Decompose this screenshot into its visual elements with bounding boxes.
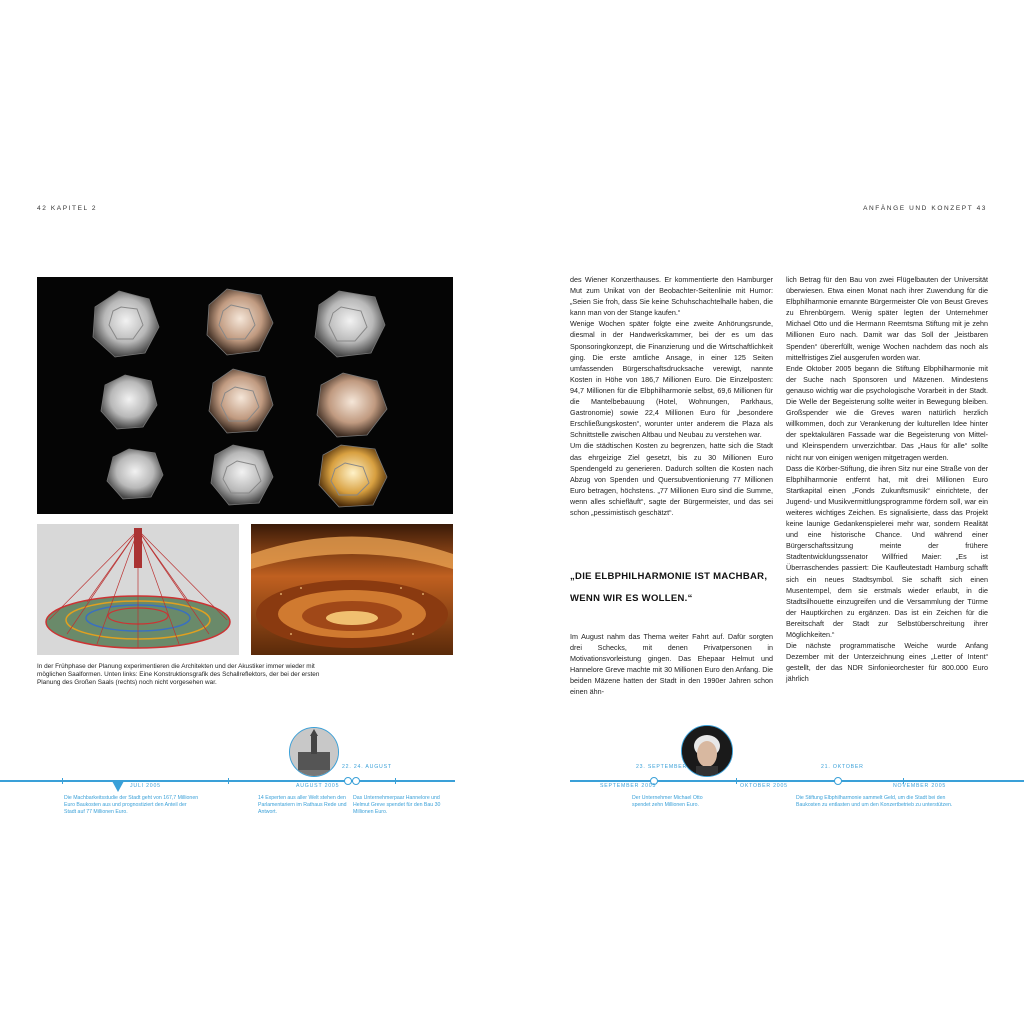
photo-caption: In der Frühphase der Planung experimentieren die Architekten und der Akustiker immer wieder mit möglichen Saalformen. Unten links: Eine Konstruktionsgrafik des Schallreflektors, der bei der ersten Planung des Großen Saals (rechts) noch nicht vorgesehen war. bbox=[37, 663, 320, 687]
page-header-left: 42 KAPITEL 2 bbox=[37, 205, 98, 212]
timeline-note: Die Machbarkeitsstudie der Stadt geht von 167,7 Millionen Euro Baukosten aus und prognostiziert den Anteil der Stadt auf 77 Millionen Euro. bbox=[64, 795, 199, 815]
paragraph: Um die städtischen Kosten zu begrenzen, hatte sich die Stadt das ehrgeizige Ziel gesetzt, bis zu 30 Millionen Euro Spendengeld zu generieren. Dadurch sollten die Kosten nach Abzug von Spenden und Quersubventionierung 77 Millionen Euro betragen, höchstens. „77 Millionen Euro sind die Summe, wenn alles schiefläuft“, sagte der Bürgermeister, und das sei schon „pessimistisch geschätzt“. bbox=[570, 441, 773, 517]
paragraph: des Wiener Konzerthauses. Er kommentierte den Hamburger Mut zum Unikat von der Beobachter-Seitenlinie mit Humor: „Seien Sie froh, dass Sie keine Schuhschachtelhalle haben, die kann man von der Stange kaufen.“ bbox=[570, 275, 773, 318]
great-hall-rendering bbox=[251, 524, 453, 655]
page-header-right: ANFÄNGE UND KONZEPT 43 bbox=[863, 205, 987, 212]
timeline-month: AUGUST 2005 bbox=[296, 783, 340, 789]
paragraph: lich Betrag für den Bau von zwei Flügelbauten der Universität überwiesen. Etwa einen Monat nach ihrer Zuwendung für die Elbphilharmonie ernannte Bürgermeister Ole von Beust Greves zu Ehrenbürgern. Wenig später legten der Unternehmer Michael Otto und die Hermann Reemtsma Stiftung mit je zehn Millionen Euro nach. Damit war das Soll der „leistbaren Spenden“ übererfüllt, wenige Wochen nachdem das noch als mittelfristiges Ziel ausgerufen worden war. bbox=[786, 275, 988, 362]
model-grid-photo bbox=[37, 277, 453, 514]
paragraph: Die nächste programmatische Weiche wurde Anfang Dezember mit der Unterzeichnung eines „Letter of Intent“ gestellt, der das NDR Sinfonieorchester für 800.000 Euro jährlich bbox=[786, 641, 988, 684]
paragraph: Wenige Wochen später folgte eine zweite Anhörungsrunde, diesmal in der Handwerkskammer, bei der es um das Sponsoringkonzept, die Finanzierung und die Wirtschaftlichkeit ging. Die erste amtliche Ansage, in einer 125 Seiten umfassenden Bürgerschaftsdrucksache verewigt, nannte Kosten in Höhe von 186,7 Millionen Euro. Die Einzelposten: 94,7 Millionen für die Elbphilharmonie selbst, 69,6 Millionen für die Mantelbebauung (Hotel, Wohnungen, Parkhaus, Gastronomie) sowie 22,4 Millionen Euro für „besondere Erschließungskosten“, worunter unter anderem die Plaza als Schnittstelle zwischen Altbau und Neubau zu verstehen war. bbox=[570, 319, 773, 440]
timeline-dot-icon bbox=[352, 777, 360, 785]
paragraph: Im August nahm das Thema weiter Fahrt auf. Dafür sorgten drei Schecks, mit denen Privatpersonen in Motivationsvorleistung gingen. Das Ehepaar Helmut und Hannelore Greve machte mit 30 Millionen Euro den Anfang. Die beiden Mäzene hatten der Stadt in den 1990er Jahren schon einen ähn- bbox=[570, 632, 773, 697]
timeline-month: NOVEMBER 2005 bbox=[893, 783, 947, 789]
timeline-month: JULI 2005 bbox=[130, 783, 161, 789]
timeline-date: 22. 24. AUGUST bbox=[342, 764, 392, 770]
person-portrait bbox=[681, 725, 733, 777]
timeline-note: Die Stiftung Elbphilharmonie sammelt Geld, um die Stadt bei den Baukosten zu entlasten und um den Konzertbetrieb zu unterstützen. bbox=[796, 795, 953, 808]
paragraph: Ende Oktober 2005 begann die Stiftung Elbphilharmonie mit der Suche nach Sponsoren und Mäzenen. Mindestens genauso wichtig war die psychologische Vorarbeit in der Stadt. Die Welle der Begeisterung sollte weiter in Bewegung bleiben. Großspender wie die Greves waren natürlich herzlich willkommen, doch zur Verankerung der kulturellen Idee hinter der spektakulären Fassade war die Begeisterung von Mittel- und Kleinspendern unverzichtbar. Das „Haus für alle“ sollte nicht nur von einigen wenigen mitgetragen werden. bbox=[786, 363, 988, 462]
timeline-line-right bbox=[570, 780, 1024, 782]
paragraph: Dass die Körber-Stiftung, die ihren Sitz nur eine Straße von der Elbphilharmonie entfernt hat, mit drei Millionen Euro Startkapital einen „Fonds Zukunftsmusik“ einrichtete, der Jugend- und Musikvermittlungsprogramme fördern soll, war ein weiteres wichtiges Zeichen. Es signalisierte, dass das Projekt keine launige Gedankenspielerei mehr war, sondern Realität und eine historische Chance. Und während einer Bürgerschaftssitzung meinte der frühere Stadtentwicklungssenator Willfried Maier: „Es ist Überraschendes passiert: Die Kaufleutestadt Hamburg schafft sich ein neues Stadtsymbol. Sie schafft sich einen Musentempel, dem sie erstmals wieder erlaubt, in die Stadtsilhouette einzugreifen und die Versammlung der Türme der Hauptkirchen zu ergänzen. Das ist ein Zeichen für die Bereitschaft der Stadt zur Selbstüberschreitung ihrer Möglichkeiten.“ bbox=[786, 463, 988, 639]
timeline-date: 23. SEPTEMBER bbox=[636, 764, 688, 770]
timeline-date: 21. OKTOBER bbox=[821, 764, 864, 770]
timeline-month: OKTOBER 2005 bbox=[740, 783, 788, 789]
timeline-tick bbox=[736, 778, 737, 784]
timeline-tick bbox=[228, 778, 229, 784]
timeline-dot-icon bbox=[834, 777, 842, 785]
reflector-construction-graphic bbox=[37, 524, 239, 655]
timeline-marker-icon bbox=[112, 781, 124, 792]
text-column-1 bbox=[570, 274, 773, 518]
timeline-dot-icon bbox=[344, 777, 352, 785]
timeline-tick bbox=[62, 778, 63, 784]
timeline-note: Das Unternehmerpaar Hannelore und Helmut Greve spendet für den Bau 30 Millionen Euro. bbox=[353, 795, 441, 815]
timeline-month: SEPTEMBER 2005 bbox=[600, 783, 657, 789]
timeline-note: 14 Experten aus aller Welt stehen den Parlamentariern im Rathaus Rede und Antwort. bbox=[258, 795, 347, 815]
timeline-tick bbox=[395, 778, 396, 784]
text-column-1-bottom bbox=[570, 631, 773, 698]
text-column-2 bbox=[786, 274, 988, 684]
town-hall-photo bbox=[289, 727, 339, 777]
timeline-note: Der Unternehmer Michael Otto spendet zehn Millionen Euro. bbox=[632, 795, 703, 808]
pull-quote: „DIE ELBPHILHARMONIE IST MACHBAR, WENN WIR ES WOLLEN.“ bbox=[570, 571, 768, 604]
